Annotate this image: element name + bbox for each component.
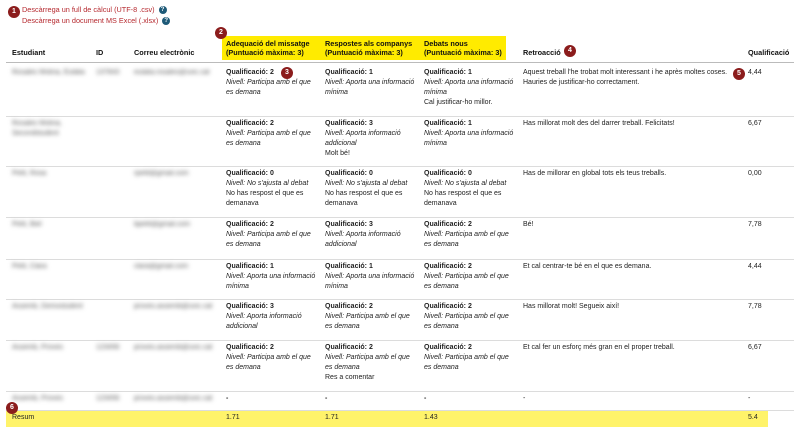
criterion-score: Qualificació: 2: [325, 344, 373, 351]
student-name[interactable]: Petit, Biel: [12, 221, 42, 228]
criterion-score: -: [325, 395, 328, 402]
header-criterion-1: [226, 39, 310, 57]
criterion-score: Qualificació: 1: [424, 120, 472, 127]
header-criterion-3-title: Debats nous: [424, 39, 468, 48]
annotation-badge-3: 3: [281, 67, 293, 79]
criterion-cell: [325, 302, 417, 332]
summary-criterion-1: 1.71: [226, 414, 240, 421]
grade-value: 4,44: [748, 263, 762, 270]
header-divider: [6, 62, 794, 63]
criterion-level: Nivell: No s'ajusta al debat: [424, 180, 507, 187]
criterion-cell: [424, 119, 516, 149]
download-links: [22, 4, 170, 26]
student-id: 123456: [96, 395, 120, 402]
summary-criterion-3: 1.43: [424, 414, 438, 421]
criterion-score: Qualificació: 0: [424, 170, 472, 177]
download-xlsx-link[interactable]: Descàrrega un document MS Excel (.xlsx): [22, 16, 159, 25]
header-criterion-2-max: (Puntuació màxima: 3): [325, 48, 403, 57]
criterion-score: Qualificació: 2: [424, 344, 472, 351]
criterion-level: Nivell: Participa amb el que es demana: [325, 354, 410, 371]
header-criterion-3: [424, 39, 502, 57]
grade-value: 6,67: [748, 344, 762, 351]
criterion-score: Qualificació: 1: [325, 263, 373, 270]
criterion-level: Nivell: Participa amb el que es demana: [226, 354, 311, 371]
row-divider: [6, 340, 794, 341]
feedback-text: Bé!: [523, 221, 534, 228]
criterion-cell: [226, 169, 318, 209]
student-name[interactable]: Petit, Clara: [12, 263, 47, 270]
help-icon[interactable]: ?: [162, 17, 170, 25]
header-criterion-3-max: (Puntuació màxima: 3): [424, 48, 502, 57]
criterion-cell: [226, 119, 318, 149]
criterion-cell: [424, 262, 516, 292]
criterion-score: Qualificació: 3: [226, 303, 274, 310]
criterion-cell: [325, 169, 417, 209]
annotation-badge-4: 4: [564, 45, 576, 57]
criterion-comment: Res a comentar: [325, 374, 375, 381]
header-criterion-2: [325, 39, 412, 57]
criterion-level: Nivell: Aporta una informació mínima: [325, 79, 415, 96]
criterion-score: Qualificació: 3: [325, 221, 373, 228]
header-feedback: Retroacció: [523, 48, 561, 57]
feedback-text: -: [523, 395, 526, 402]
criterion-cell: [325, 119, 417, 159]
criterion-score: Qualificació: 2: [226, 69, 274, 76]
student-email: proves.assemb@uvic.cat: [134, 344, 213, 351]
grade-value: -: [748, 395, 751, 402]
criterion-score: Qualificació: 2: [226, 344, 274, 351]
grade-value: 6,67: [748, 120, 762, 127]
criterion-comment: No has respost el que es demanava: [325, 190, 403, 207]
feedback-text: Et cal centrar-te bé en el que es demana.: [523, 263, 652, 270]
summary-grade: 5.4: [748, 414, 758, 421]
grade-value: 4,44: [748, 69, 762, 76]
criterion-cell: [424, 302, 516, 332]
criterion-level: Nivell: No s'ajusta al debat: [325, 180, 408, 187]
summary-label: Resum: [12, 414, 35, 421]
criterion-level: Nivell: Aporta una informació mínima: [325, 273, 415, 290]
student-email: eulalia.rosales@uvic.cat: [134, 69, 210, 76]
criterion-level: Nivell: Aporta una informació mínima: [226, 273, 316, 290]
download-csv-link[interactable]: Descàrrega un full de càlcul (UTF-8 .csv): [22, 5, 155, 14]
header-student[interactable]: Estudiant: [12, 48, 46, 57]
criterion-comment: Molt bé!: [325, 150, 350, 157]
criterion-score: Qualificació: 2: [226, 221, 274, 228]
criterion-score: -: [226, 395, 229, 402]
criterion-comment: No has respost el que es demanava: [424, 190, 502, 207]
criterion-cell: [226, 262, 318, 292]
criterion-cell: [226, 394, 318, 404]
criterion-cell: [424, 169, 516, 209]
header-id[interactable]: ID: [96, 48, 104, 57]
criterion-comment: No has respost el que es demanava: [226, 190, 304, 207]
criterion-cell: [226, 220, 318, 250]
criterion-score: Qualificació: 1: [424, 69, 472, 76]
student-email: rpetit@gmail.com: [134, 170, 189, 177]
feedback-text: Has de millorar en global tots els teus treballs.: [523, 170, 667, 177]
student-name[interactable]: Rosales Molina, Eulàlia: [12, 69, 85, 76]
feedback-text: Aquest treball l'he trobat molt interessant i he après moltes coses. Hauries de justificar-ho correctament.: [523, 69, 728, 86]
criterion-score: Qualificació: 2: [424, 303, 472, 310]
criterion-score: Qualificació: 2: [424, 221, 472, 228]
header-criterion-1-title: Adequació del missatge: [226, 39, 310, 48]
student-email: proves.assemb@uvic.cat: [134, 395, 213, 402]
feedback-text: Has millorat molt des del darrer treball. Felicitats!: [523, 120, 675, 127]
criterion-cell: [325, 68, 417, 98]
student-email: bpetit@gmail.com: [134, 221, 191, 228]
criterion-level: Nivell: Participa amb el que es demana: [226, 79, 311, 96]
criterion-cell: [325, 343, 417, 383]
row-divider: [6, 391, 794, 392]
criterion-score: Qualificació: 1: [325, 69, 373, 76]
criterion-cell: [226, 68, 318, 98]
download-xlsx-link-row: [22, 15, 170, 26]
criterion-score: Qualificació: 3: [325, 120, 373, 127]
criterion-cell: [424, 394, 516, 404]
criterion-level: Nivell: Participa amb el que es demana: [424, 313, 509, 330]
criterion-cell: [424, 220, 516, 250]
criterion-cell: [424, 68, 516, 108]
criterion-score: Qualificació: 2: [424, 263, 472, 270]
criterion-cell: [226, 343, 318, 373]
student-email: clara@gmail.com: [134, 263, 189, 270]
grade-value: 7,78: [748, 221, 762, 228]
student-name[interactable]: Rosales Molina, Secondstudent: [12, 120, 62, 137]
criterion-level: Nivell: Aporta informació addicional: [226, 313, 302, 330]
student-id: 137843: [96, 69, 120, 76]
student-name[interactable]: Assemb, Proves: [12, 395, 63, 402]
header-criterion-1-max: (Puntuació màxima: 3): [226, 48, 304, 57]
criterion-level: Nivell: Aporta informació addicional: [325, 130, 401, 147]
grade-value: 7,78: [748, 303, 762, 310]
help-icon[interactable]: ?: [159, 6, 167, 14]
criterion-score: Qualificació: 0: [226, 170, 274, 177]
criterion-level: Nivell: Aporta una informació mínima: [424, 130, 514, 147]
annotation-badge-5: 5: [733, 68, 745, 80]
feedback-text: Has millorat molt! Segueix així!: [523, 303, 620, 310]
criterion-level: Nivell: Participa amb el que es demana: [226, 130, 311, 147]
header-email[interactable]: Correu electrònic: [134, 48, 195, 57]
criterion-cell: [424, 343, 516, 373]
criterion-cell: [325, 262, 417, 292]
annotation-badge-1: 1: [8, 6, 20, 18]
header-criterion-2-title: Respostes als companys: [325, 39, 413, 48]
summary-highlight: [6, 411, 768, 427]
feedback-text: Et cal fer un esforç més gran en el proper treball.: [523, 344, 675, 351]
criterion-cell: [226, 302, 318, 332]
criterion-comment: Cal justificar-ho millor.: [424, 99, 493, 106]
criterion-score: -: [424, 395, 427, 402]
grade-value: 0,00: [748, 170, 762, 177]
criterion-level: Nivell: Participa amb el que es demana: [325, 313, 410, 330]
criterion-score: Qualificació: 0: [325, 170, 373, 177]
criterion-score: Qualificació: 2: [226, 120, 274, 127]
criterion-score: Qualificació: 2: [325, 303, 373, 310]
student-name[interactable]: Assemb, Proves: [12, 344, 63, 351]
student-name[interactable]: Petit, Rosa: [12, 170, 47, 177]
header-grade[interactable]: Qualificació: [748, 48, 790, 57]
download-csv-link-row: [22, 4, 170, 15]
summary-criterion-2: 1.71: [325, 414, 339, 421]
row-divider: [6, 166, 794, 167]
criterion-level: Nivell: No s'ajusta al debat: [226, 180, 309, 187]
criterion-level: Nivell: Participa amb el que es demana: [424, 354, 509, 371]
annotation-badge-6: 6: [6, 402, 18, 414]
row-divider: [6, 217, 794, 218]
criterion-level: Nivell: Participa amb el que es demana: [424, 231, 509, 248]
student-email: proves.assemb@uvic.cat: [134, 303, 213, 310]
student-id: 123456: [96, 344, 120, 351]
criterion-level: Nivell: Aporta una informació mínima: [424, 79, 514, 96]
criterion-level: Nivell: Participa amb el que es demana: [226, 231, 311, 248]
criterion-level: Nivell: Aporta informació addicional: [325, 231, 401, 248]
student-name[interactable]: Assemb, Demostudent: [12, 303, 83, 310]
row-divider: [6, 299, 794, 300]
criterion-cell: [325, 220, 417, 250]
row-divider: [6, 259, 794, 260]
criterion-level: Nivell: Participa amb el que es demana: [424, 273, 509, 290]
criterion-cell: [325, 394, 417, 404]
criterion-score: Qualificació: 1: [226, 263, 274, 270]
row-divider: [6, 116, 794, 117]
annotation-badge-2: 2: [215, 27, 227, 39]
